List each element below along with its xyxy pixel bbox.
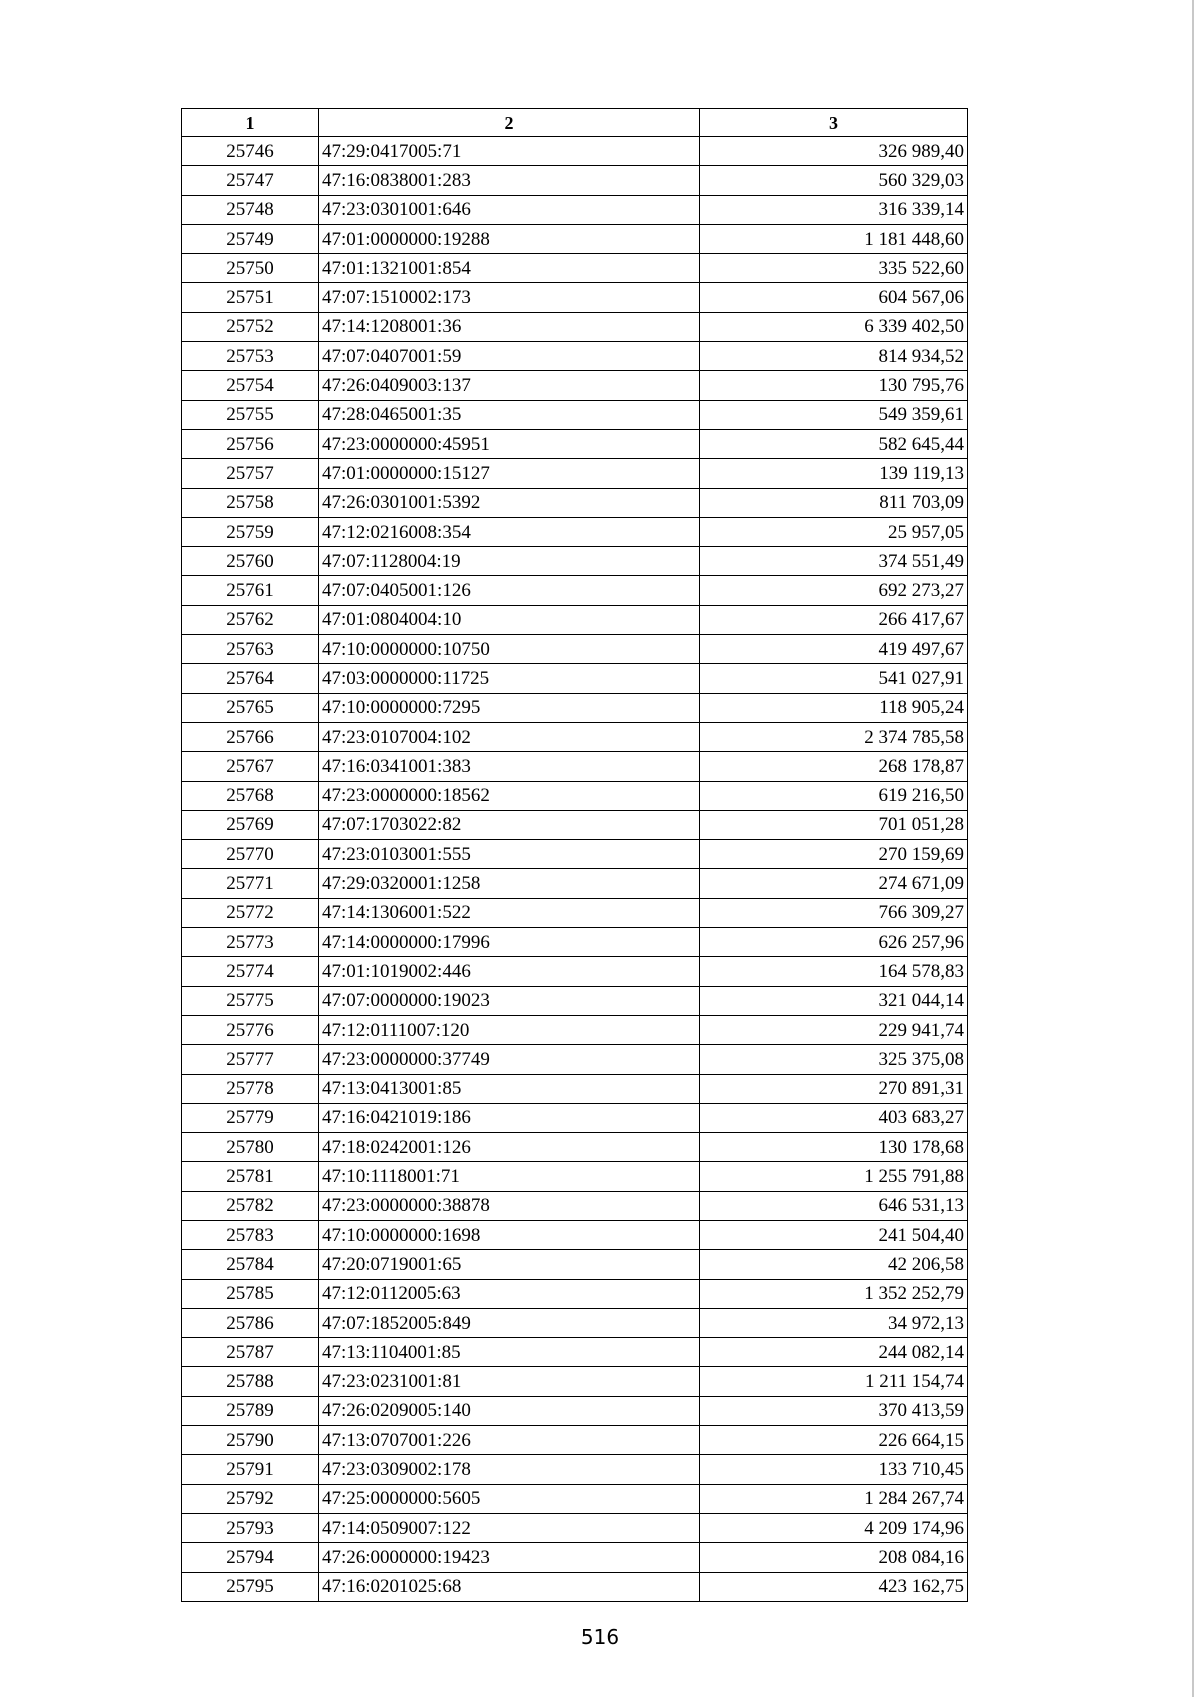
table-row [182,576,968,605]
value-cell: 130 178,68 [700,1133,968,1162]
row-number-cell: 25777 [182,1045,319,1074]
cadastral-number-cell: 47:14:1306001:522 [319,898,700,927]
table-row [182,1572,968,1601]
table-row [182,1133,968,1162]
cadastral-number-cell: 47:10:1118001:71 [319,1162,700,1191]
table-row [182,1338,968,1367]
table-row [182,898,968,927]
value-cell: 370 413,59 [700,1396,968,1425]
cadastral-number-cell: 47:18:0242001:126 [319,1133,700,1162]
cadastral-number-cell: 47:13:0413001:85 [319,1074,700,1103]
value-cell: 274 671,09 [700,869,968,898]
value-cell: 241 504,40 [700,1220,968,1249]
value-cell: 541 027,91 [700,664,968,693]
table-row [182,1074,968,1103]
row-number-cell: 25784 [182,1250,319,1279]
value-cell: 560 329,03 [700,166,968,195]
row-number-cell: 25746 [182,137,319,166]
value-cell: 139 119,13 [700,459,968,488]
cadastral-number-cell: 47:12:0216008:354 [319,517,700,546]
value-cell: 1 211 154,74 [700,1367,968,1396]
table-row [182,928,968,957]
row-number-cell: 25791 [182,1455,319,1484]
row-number-cell: 25790 [182,1426,319,1455]
cadastral-number-cell: 47:01:0804004:10 [319,605,700,634]
table-row [182,137,968,166]
row-number-cell: 25793 [182,1513,319,1542]
table-row [182,605,968,634]
cadastral-number-cell: 47:16:0838001:283 [319,166,700,195]
table-row [182,1045,968,1074]
table-row [182,1279,968,1308]
row-number-cell: 25759 [182,517,319,546]
table-row [182,1308,968,1337]
table-row [182,986,968,1015]
column-header-2: 2 [319,109,700,137]
row-number-cell: 25750 [182,254,319,283]
cadastral-number-cell: 47:01:1019002:446 [319,957,700,986]
table-row [182,1543,968,1572]
value-cell: 423 162,75 [700,1572,968,1601]
table-row [182,957,968,986]
page-edge-rule [1192,0,1194,1697]
table-body [182,137,968,1602]
table-row [182,635,968,664]
row-number-cell: 25769 [182,810,319,839]
row-number-cell: 25765 [182,693,319,722]
cadastral-number-cell: 47:23:0000000:38878 [319,1191,700,1220]
value-cell: 326 989,40 [700,137,968,166]
row-number-cell: 25785 [182,1279,319,1308]
row-number-cell: 25766 [182,722,319,751]
cadastral-number-cell: 47:07:0405001:126 [319,576,700,605]
row-number-cell: 25783 [182,1220,319,1249]
cadastral-number-cell: 47:16:0341001:383 [319,752,700,781]
table-row [182,781,968,810]
value-cell: 814 934,52 [700,342,968,371]
table-row [182,254,968,283]
row-number-cell: 25770 [182,840,319,869]
cadastral-number-cell: 47:25:0000000:5605 [319,1484,700,1513]
table-row [182,810,968,839]
table-row [182,224,968,253]
row-number-cell: 25795 [182,1572,319,1601]
table-row [182,195,968,224]
row-number-cell: 25757 [182,459,319,488]
row-number-cell: 25788 [182,1367,319,1396]
row-number-cell: 25776 [182,1015,319,1044]
table-row [182,312,968,341]
value-cell: 266 417,67 [700,605,968,634]
cadastral-number-cell: 47:23:0231001:81 [319,1367,700,1396]
table-row [182,1484,968,1513]
cadastral-number-cell: 47:23:0000000:45951 [319,429,700,458]
cadastral-number-cell: 47:26:0209005:140 [319,1396,700,1425]
value-cell: 244 082,14 [700,1338,968,1367]
row-number-cell: 25754 [182,371,319,400]
value-cell: 226 664,15 [700,1426,968,1455]
value-cell: 118 905,24 [700,693,968,722]
value-cell: 268 178,87 [700,752,968,781]
value-cell: 766 309,27 [700,898,968,927]
column-header-3: 3 [700,109,968,137]
row-number-cell: 25764 [182,664,319,693]
table-row [182,400,968,429]
row-number-cell: 25748 [182,195,319,224]
value-cell: 549 359,61 [700,400,968,429]
value-cell: 133 710,45 [700,1455,968,1484]
cadastral-number-cell: 47:20:0719001:65 [319,1250,700,1279]
value-cell: 25 957,05 [700,517,968,546]
value-cell: 42 206,58 [700,1250,968,1279]
cadastral-number-cell: 47:16:0201025:68 [319,1572,700,1601]
row-number-cell: 25778 [182,1074,319,1103]
value-cell: 325 375,08 [700,1045,968,1074]
cadastral-number-cell: 47:28:0465001:35 [319,400,700,429]
table-row [182,1015,968,1044]
cadastral-number-cell: 47:23:0103001:555 [319,840,700,869]
table-row [182,166,968,195]
value-cell: 164 578,83 [700,957,968,986]
cadastral-number-cell: 47:29:0320001:1258 [319,869,700,898]
table-row [182,869,968,898]
cadastral-number-cell: 47:01:1321001:854 [319,254,700,283]
cadastral-number-cell: 47:03:0000000:11725 [319,664,700,693]
cadastral-number-cell: 47:26:0000000:19423 [319,1543,700,1572]
value-cell: 403 683,27 [700,1103,968,1132]
value-cell: 270 159,69 [700,840,968,869]
table-row [182,283,968,312]
table-row [182,1250,968,1279]
table-row [182,342,968,371]
row-number-cell: 25761 [182,576,319,605]
cadastral-number-cell: 47:23:0000000:37749 [319,1045,700,1074]
value-cell: 419 497,67 [700,635,968,664]
value-cell: 229 941,74 [700,1015,968,1044]
cadastral-number-cell: 47:07:1852005:849 [319,1308,700,1337]
cadastral-number-cell: 47:23:0000000:18562 [319,781,700,810]
cadastral-number-cell: 47:07:0000000:19023 [319,986,700,1015]
value-cell: 208 084,16 [700,1543,968,1572]
row-number-cell: 25781 [182,1162,319,1191]
row-number-cell: 25789 [182,1396,319,1425]
table-row [182,1220,968,1249]
value-cell: 646 531,13 [700,1191,968,1220]
table-row [182,1162,968,1191]
value-cell: 692 273,27 [700,576,968,605]
table-row [182,1191,968,1220]
row-number-cell: 25753 [182,342,319,371]
row-number-cell: 25775 [182,986,319,1015]
cadastral-number-cell: 47:14:1208001:36 [319,312,700,341]
value-cell: 374 551,49 [700,547,968,576]
cadastral-number-cell: 47:12:0112005:63 [319,1279,700,1308]
value-cell: 4 209 174,96 [700,1513,968,1542]
cadastral-number-cell: 47:23:0301001:646 [319,195,700,224]
row-number-cell: 25773 [182,928,319,957]
cadastral-number-cell: 47:07:1128004:19 [319,547,700,576]
value-cell: 701 051,28 [700,810,968,839]
value-cell: 34 972,13 [700,1308,968,1337]
row-number-cell: 25752 [182,312,319,341]
row-number-cell: 25747 [182,166,319,195]
table-row [182,459,968,488]
cadastral-number-cell: 47:13:0707001:226 [319,1426,700,1455]
page-number: 516 [580,1625,620,1649]
value-cell: 582 645,44 [700,429,968,458]
row-number-cell: 25794 [182,1543,319,1572]
cadastral-number-cell: 47:23:0107004:102 [319,722,700,751]
header-row [182,109,968,137]
row-number-cell: 25771 [182,869,319,898]
cadastral-number-cell: 47:29:0417005:71 [319,137,700,166]
value-cell: 811 703,09 [700,488,968,517]
cadastral-number-cell: 47:26:0409003:137 [319,371,700,400]
value-cell: 1 181 448,60 [700,224,968,253]
value-cell: 316 339,14 [700,195,968,224]
cadastral-number-cell: 47:13:1104001:85 [319,1338,700,1367]
table-row [182,1513,968,1542]
table-row [182,517,968,546]
row-number-cell: 25779 [182,1103,319,1132]
row-number-cell: 25768 [182,781,319,810]
value-cell: 1 352 252,79 [700,1279,968,1308]
table-row [182,429,968,458]
row-number-cell: 25780 [182,1133,319,1162]
cadastral-number-cell: 47:10:0000000:1698 [319,1220,700,1249]
table-row [182,664,968,693]
value-cell: 335 522,60 [700,254,968,283]
row-number-cell: 25762 [182,605,319,634]
row-number-cell: 25786 [182,1308,319,1337]
table-row [182,752,968,781]
table-header [182,109,968,137]
row-number-cell: 25792 [182,1484,319,1513]
row-number-cell: 25787 [182,1338,319,1367]
cadastral-number-cell: 47:07:1703022:82 [319,810,700,839]
cadastral-value-table [181,108,968,1602]
row-number-cell: 25767 [182,752,319,781]
cadastral-number-cell: 47:14:0509007:122 [319,1513,700,1542]
value-cell: 321 044,14 [700,986,968,1015]
cadastral-number-cell: 47:26:0301001:5392 [319,488,700,517]
cadastral-number-cell: 47:07:1510002:173 [319,283,700,312]
value-cell: 626 257,96 [700,928,968,957]
value-cell: 604 567,06 [700,283,968,312]
row-number-cell: 25774 [182,957,319,986]
table-row [182,1455,968,1484]
table-row [182,1103,968,1132]
cadastral-number-cell: 47:01:0000000:19288 [319,224,700,253]
row-number-cell: 25782 [182,1191,319,1220]
row-number-cell: 25749 [182,224,319,253]
value-cell: 6 339 402,50 [700,312,968,341]
cadastral-number-cell: 47:16:0421019:186 [319,1103,700,1132]
cadastral-number-cell: 47:12:0111007:120 [319,1015,700,1044]
row-number-cell: 25756 [182,429,319,458]
row-number-cell: 25755 [182,400,319,429]
value-cell: 130 795,76 [700,371,968,400]
row-number-cell: 25760 [182,547,319,576]
table-row [182,1367,968,1396]
cadastral-number-cell: 47:23:0309002:178 [319,1455,700,1484]
row-number-cell: 25763 [182,635,319,664]
cadastral-number-cell: 47:07:0407001:59 [319,342,700,371]
value-cell: 619 216,50 [700,781,968,810]
table-row [182,693,968,722]
table-row [182,1426,968,1455]
table-row [182,1396,968,1425]
cadastral-number-cell: 47:14:0000000:17996 [319,928,700,957]
value-cell: 1 284 267,74 [700,1484,968,1513]
table-row [182,722,968,751]
value-cell: 1 255 791,88 [700,1162,968,1191]
column-header-1: 1 [182,109,319,137]
value-cell: 270 891,31 [700,1074,968,1103]
table-row [182,547,968,576]
cadastral-number-cell: 47:10:0000000:7295 [319,693,700,722]
row-number-cell: 25772 [182,898,319,927]
table-row [182,840,968,869]
row-number-cell: 25751 [182,283,319,312]
table-row [182,371,968,400]
cadastral-number-cell: 47:01:0000000:15127 [319,459,700,488]
row-number-cell: 25758 [182,488,319,517]
cadastral-number-cell: 47:10:0000000:10750 [319,635,700,664]
table-row [182,488,968,517]
value-cell: 2 374 785,58 [700,722,968,751]
